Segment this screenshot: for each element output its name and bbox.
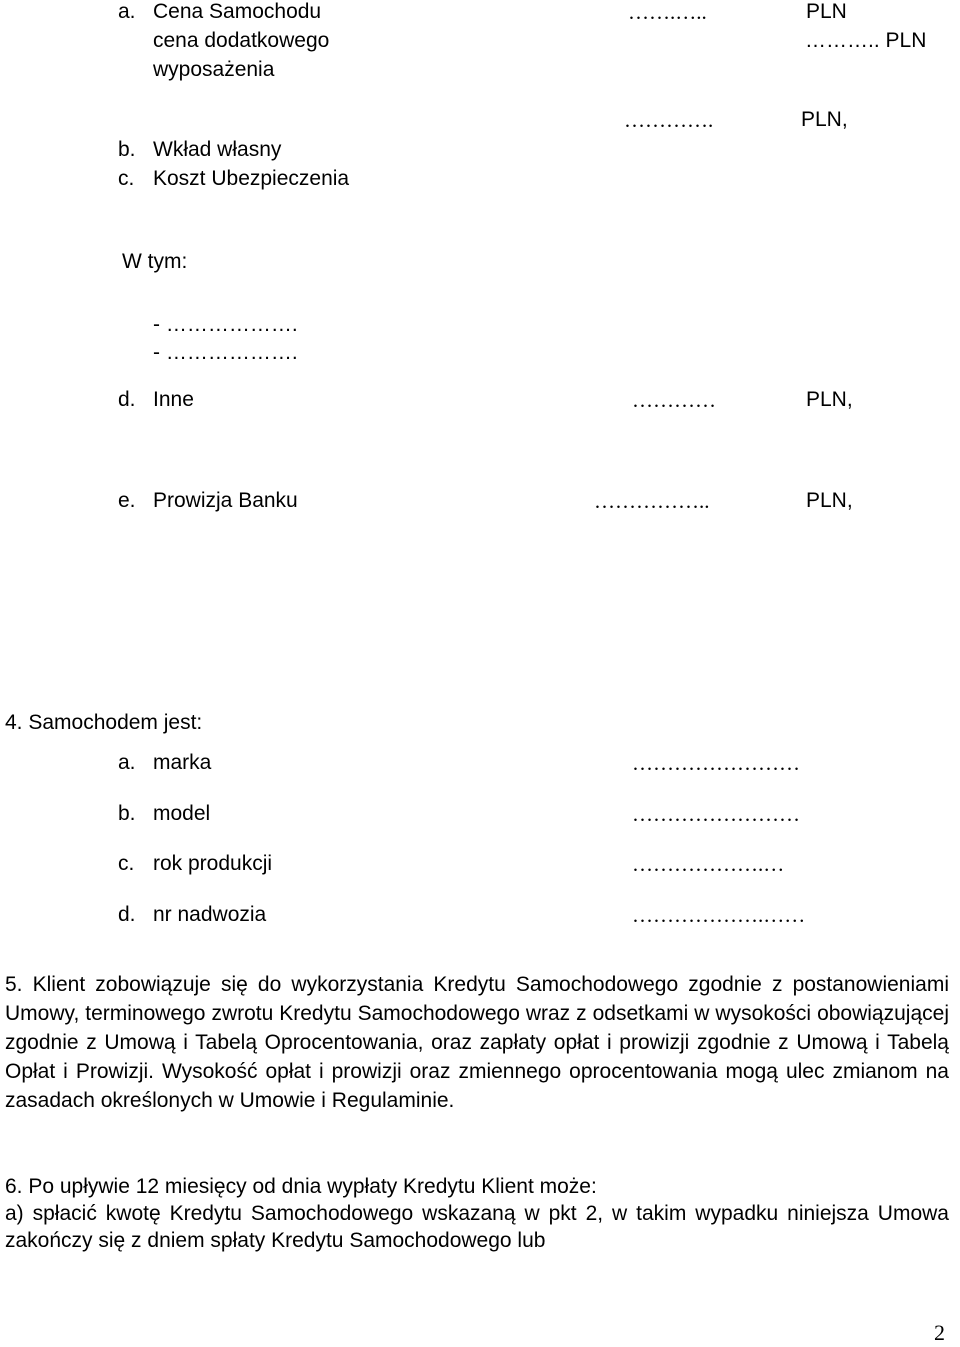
- amount-field-bank-commission: ……………..: [594, 489, 710, 513]
- sub-item-dots: - ……………….: [153, 341, 298, 364]
- item-marker: a.: [118, 751, 136, 774]
- item-label-production-year: rok produkcji: [153, 852, 273, 875]
- item-label-make: marka: [153, 751, 212, 774]
- field-model: ……………………: [632, 802, 800, 826]
- item-marker: c.: [118, 167, 135, 190]
- item-label-model: model: [153, 802, 211, 825]
- item-label-bank-commission: Prowizja Banku: [153, 489, 298, 512]
- item-label-insurance: Koszt Ubezpieczenia: [153, 167, 350, 190]
- item-marker: d.: [118, 903, 136, 926]
- item-marker: e.: [118, 489, 136, 512]
- item-marker: d.: [118, 388, 136, 411]
- currency-label: PLN,: [801, 108, 848, 131]
- section-5-paragraph: 5. Klient zobowiązuje się do wykorzystania Kredytu Samochodowego zgodnie z postanowieniami Umowy, terminowego zwrotu Kredytu Samochodowego wraz z odsetkami w wysokości obowiązującej zgodnie z Umową i Tabelą Oprocentowania, oraz zapłaty opłat i prowizji zgodnie z Umową i Tabelą Opłat i Prowizji. Wysokość opłat i prowizji oraz zmiennego oprocentowania mogą ulec zmianom na zasadach określonych w Umowie i Regulaminie.: [5, 973, 949, 1112]
- section-6-point-a: a) spłacić kwotę Kredytu Samochodowego wskazaną w pkt 2, w takim wypadku niniejsza Umowa zakończy się z dniem spłaty Kredytu Samochodowego lub: [5, 1202, 949, 1252]
- field-make: ……………………: [632, 751, 800, 775]
- item-label-vin: nr nadwozia: [153, 903, 267, 926]
- label-w-tym: W tym:: [122, 250, 188, 273]
- currency-label: PLN,: [806, 388, 853, 411]
- amount-field-equipment: ……….. PLN: [805, 29, 927, 52]
- amount-field-car-price: …….…..: [628, 0, 707, 24]
- field-vin: ……………….……: [632, 903, 806, 927]
- currency-label: PLN: [806, 0, 847, 23]
- currency-label: PLN,: [806, 489, 853, 512]
- section-6-heading: 6. Po upływie 12 miesięcy od dnia wypłaty Kredytu Klient może:: [5, 1175, 597, 1198]
- item-marker: c.: [118, 852, 135, 875]
- item-marker: b.: [118, 802, 136, 825]
- section-4-heading: 4. Samochodem jest:: [5, 711, 203, 734]
- item-label-other: Inne: [153, 388, 194, 411]
- item-label-car-price: Cena Samochodu: [153, 0, 322, 23]
- item-label-equipment-cont: wyposażenia: [153, 58, 275, 81]
- item-marker: a.: [118, 0, 136, 23]
- amount-field-other: …………: [632, 388, 716, 412]
- item-marker: b.: [118, 138, 136, 161]
- item-label-equipment: cena dodatkowego: [153, 29, 330, 52]
- amount-field-own-contribution: ………….: [624, 108, 714, 132]
- field-production-year: ……………….…: [632, 852, 785, 876]
- sub-item-dots: - ……………….: [153, 313, 298, 336]
- item-label-own-contribution: Wkład własny: [153, 138, 282, 161]
- page-number: 2: [934, 1320, 945, 1345]
